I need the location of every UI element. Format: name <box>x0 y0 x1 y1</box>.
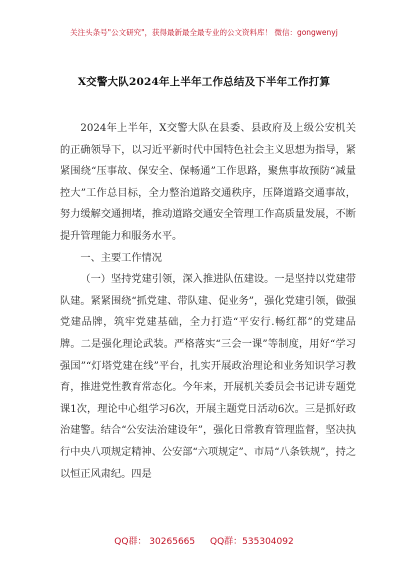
intro-paragraph: 2024年上半年，X交警大队在县委、县政府及上级公安机关的正确领导下，以习近平新时代中国特色社会主义思想为指导，紧紧围绕“压事故、保安全、保畅通”工作思路，聚焦事故预防“减量控大”工作总目标，全力整治道路交通秩序，压降道路交通事故，努力缓解交通拥堵，推动道路交通安全管理工作高质量发展，不断提升管理能力和服务水平。 <box>60 123 356 242</box>
top-banner: 关注头条号"公文研究"，获得最新最全最专业的公文资料库！ 微信：gongwenyj <box>70 28 338 37</box>
bottom-banner <box>0 534 408 547</box>
body-paragraph: （一）坚持党建引领，深入推进队伍建设。一是坚持以党建带队建。紧紧围绕“抓党建、带队建、促业务”，强化党建引领，做强党建品牌，筑牢党建基础，全力打造“平安行.畅红都”的党建品牌。二是强化理论武装。严格落实“三会一课”等制度，用好“学习强国”“灯塔党建在线”平台，扎实开展政治理论和业务知识学习教育，推进党性教育常态化。今年来，开展机关委员会书记讲专题党课1次，理论中心组学习6次，开展主题党日活动6次。三是抓好政治建警。结合“公安法治建设年”，强化日常教育管理监督，坚决执行中央八项规定精神、公安部“六项规定”、市局“八条铁规”，持之以恒正风肃纪。四是 <box>60 274 356 480</box>
section-heading: 一、主要工作情况 <box>80 252 162 264</box>
qq-group-1: QQ群： 30265665 <box>114 537 196 547</box>
document-body <box>60 118 356 485</box>
qq-group-2: QQ群：535304092 <box>210 537 294 547</box>
document-title: X交警大队2024年上半年工作总结及下半年工作打算 <box>77 76 331 88</box>
